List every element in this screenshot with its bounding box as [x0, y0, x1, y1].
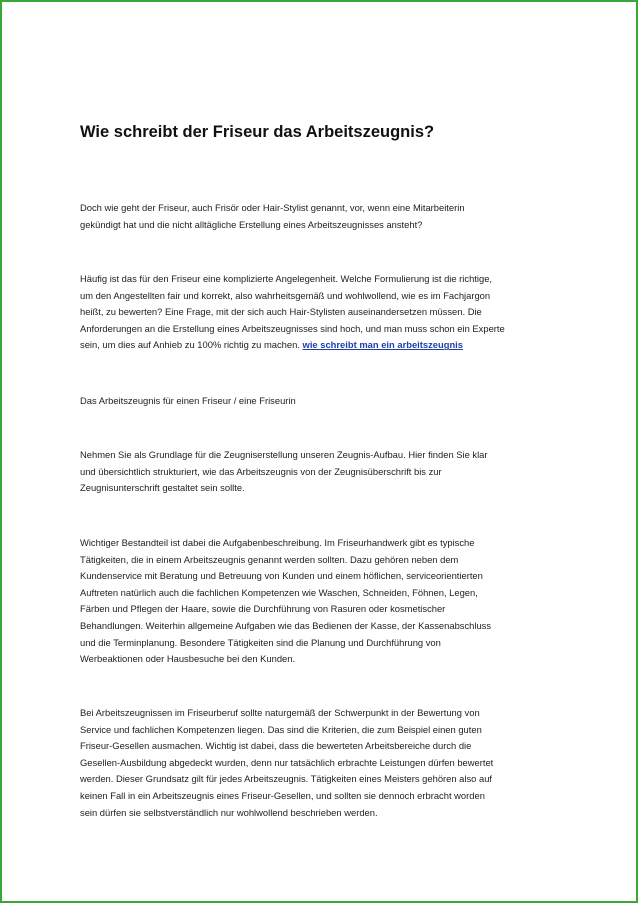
text-line: Nehmen Sie als Grundlage für die Zeugniserstellung unseren Zeugnis-Aufbau. Hier finden Sie klar [80, 449, 488, 460]
section-subheading [80, 393, 568, 410]
text-line: keinen Fall in ein Arbeitszeugnis eines Friseur-Gesellen, und sollten sie dennoch erbracht worden [80, 789, 485, 801]
text-line: um den Angestellten fair und korrekt, also wahrheitsgemäß und wohlwollend, wie es im Fachjargon [80, 289, 491, 301]
text-line: Wichtiger Bestandteil ist dabei die Aufgabenbeschreibung. Im Friseurhandwerk gibt es typische [80, 537, 475, 548]
paragraph-structure [80, 447, 568, 497]
text-line: Zeugnisunterschrift gestaltet sein sollte. [80, 482, 245, 494]
text-line: Häufig ist das für den Friseur eine komplizierte Angelegenheit. Welche Formulierung ist die richtige, [80, 273, 493, 284]
text-line: Auftreten natürlich auch die fachlichen Kompetenzen wie Waschen, Schneiden, Föhnen, Legen, [80, 586, 478, 598]
text-line: Bei Arbeitszeugnissen im Friseurberuf sollte naturgemäß der Schwerpunkt in der Bewertung von [80, 707, 480, 718]
text-line: Doch wie geht der Friseur, auch Frisör oder Hair-Stylist genannt, vor, wenn eine Mitarbeiterin [80, 202, 465, 213]
article-link[interactable]: wie schreibt man ein arbeitszeugnis [302, 339, 463, 351]
text-line: Kundenservice mit Beratung und Betreuung von Kunden und einem höflichen, serviceorientierten [80, 570, 483, 582]
text-line: Werbeaktionen oder Hausbesuche bei den Kunden. [80, 653, 296, 665]
paragraph-tasks [80, 535, 568, 668]
text-line: Das Arbeitszeugnis für einen Friseur / eine Friseurin [80, 395, 296, 406]
text-line: Färben und Pflegen der Haare, sowie die Durchführung von Rasuren oder kosmetischer [80, 603, 446, 615]
text-line: Service und fachlichen Kompetenzen liegen. Das sind die Kriterien, die zum Beispiel einen guten [80, 723, 482, 735]
paragraph-intro [80, 200, 568, 233]
text-line: Gesellen-Ausbildung abgedeckt wurden, denn nur tatsächlich erbrachte Leistungen dürfen bewertet [80, 756, 494, 768]
text-segment: sein, um dies auf Anhieb zu 100% richtig zu machen. [80, 339, 300, 351]
text-line: und übersichtlich strukturiert, wie das Arbeitszeugnis von der Zeugnisüberschrift bis zur [80, 465, 442, 477]
text-line: werden. Dieser Grundsatz gilt für jedes Arbeitszeugnis. Tätigkeiten eines Meisters gehören also auf [80, 773, 493, 785]
text-line-with-link [80, 337, 568, 354]
text-line: heißt, zu bewerten? Eine Frage, mit der sich auch Hair-Stylisten auseinandersetzen müssen. Die [80, 306, 482, 318]
page-title: Wie schreibt der Friseur das Arbeitszeugnis? [80, 123, 435, 141]
text-line: Anforderungen an die Erstellung eines Arbeitszeugnisses sind hoch, und man muss schon ein Experte [80, 322, 505, 334]
paragraph-evaluation [80, 705, 568, 821]
text-line: Tätigkeiten, die in einem Arbeitszeugnis genannt werden sollten. Dazu gehören neben dem [80, 553, 459, 565]
text-line: gekündigt hat und die nicht alltägliche Erstellung eines Arbeitszeugnisses ansteht? [80, 218, 423, 230]
text-line: und die Terminplanung. Besondere Tätigkeiten sind die Planung und Durchführung von [80, 636, 441, 648]
text-line: Behandlungen. Weiterhin allgemeine Aufgaben wie das Bedienen der Kasse, der Kassenabschluss [80, 619, 492, 631]
text-line: Friseur-Gesellen ausmachen. Wichtig ist dabei, dass die bewerteten Arbeitsbereiche durch die [80, 740, 472, 752]
text-line: sein dürfen sie selbstverständlich nur wohlwollend beschrieben werden. [80, 806, 378, 818]
paragraph-formulation [80, 271, 568, 354]
